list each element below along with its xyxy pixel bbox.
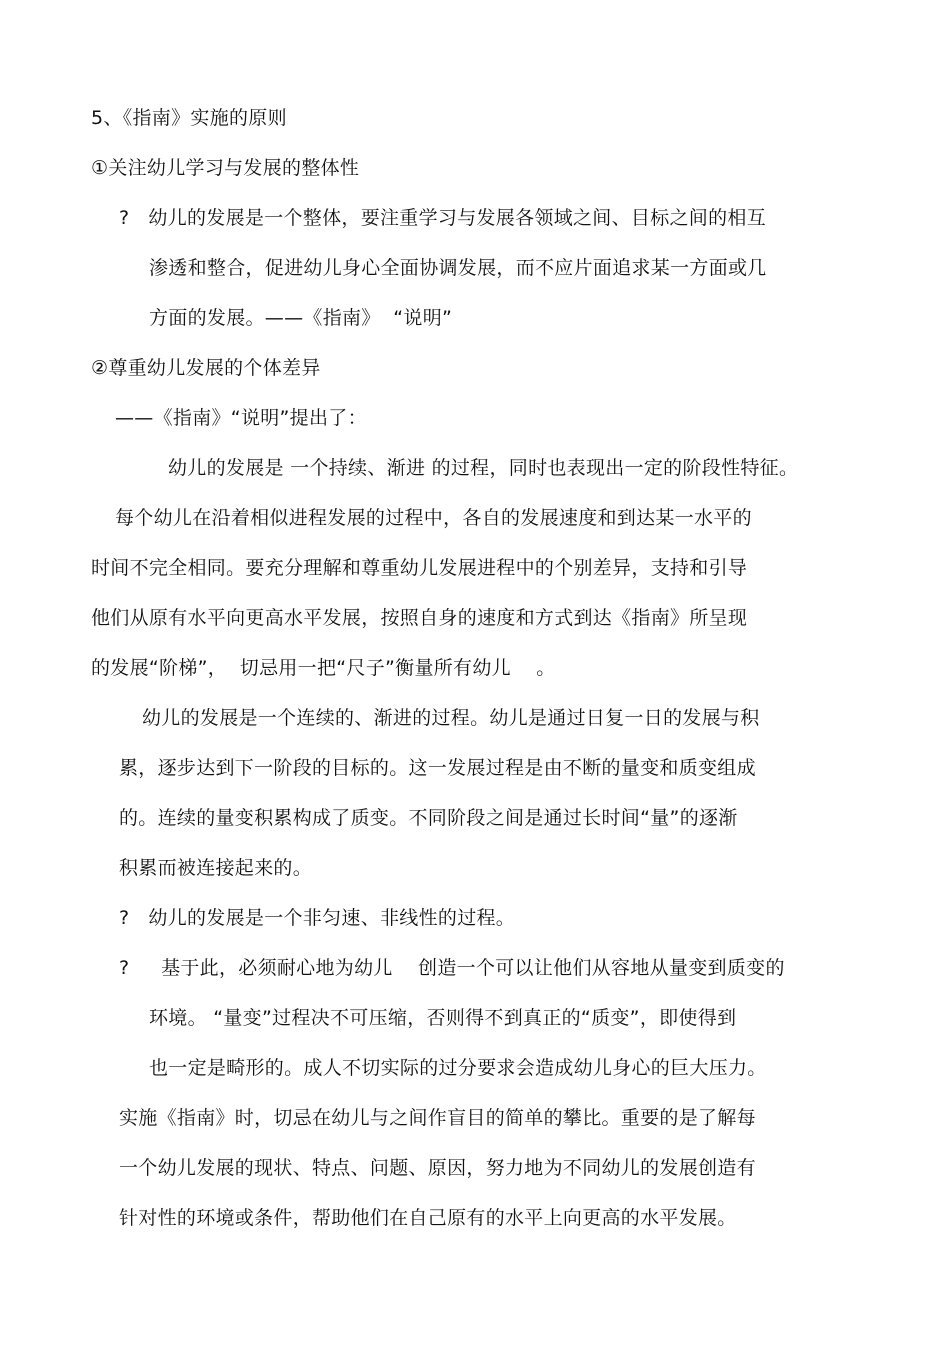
paragraph-line: 一个幼儿发展的现状、特点、问题、原因，努力地为不同幼儿的发展创造有 xyxy=(119,1157,756,1179)
paragraph-line: 积累而被连接起来的。 xyxy=(119,857,313,879)
paragraph-line: 针对性的环境或条件，帮助他们在自己原有的水平上向更高的水平发展。 xyxy=(119,1207,737,1229)
section-heading: 5、《指南》实施的原则 xyxy=(91,107,287,129)
paragraph-line: 他们从原有水平向更高水平发展，按照自身的速度和方式到达《指南》所呈现 xyxy=(91,607,748,629)
principle-1-heading: ①关注幼儿学习与发展的整体性 xyxy=(91,157,360,179)
bullet-item-line: 也一定是畸形的。成人不切实际的过分要求会造成幼儿身心的巨大压力。 xyxy=(149,1057,767,1079)
paragraph-line: 累，逐步达到下一阶段的目标的。这一发展过程是由不断的量变和质变组成 xyxy=(119,757,756,779)
paragraph-line: 实施《指南》时，切忌在幼儿与之间作盲目的简单的攀比。重要的是了解每 xyxy=(119,1107,756,1129)
bullet-item-line: 环境。 “量变”过程决不可压缩，否则得不到真正的“质变”，即使得到 xyxy=(149,1007,737,1029)
bullet-item: ? 幼儿的发展是一个非匀速、非线性的过程。 xyxy=(119,907,516,929)
bullet-paragraph-line: ? 幼儿的发展是一个整体，要注重学习与发展各领域之间、目标之间的相互 xyxy=(119,207,767,229)
bullet-paragraph-line: 渗透和整合，促进幼儿身心全面协调发展，而不应片面追求某一方面或几 xyxy=(149,257,767,279)
paragraph-line: 的发展“阶梯”， 切忌用一把“尺子”衡量所有幼儿 。 xyxy=(91,657,556,679)
paragraph-line: 幼儿的发展是一个连续的、渐进的过程。幼儿是通过日复一日的发展与积 xyxy=(142,707,760,729)
bullet-paragraph-line: 方面的发展。——《指南》 “说明” xyxy=(149,307,453,329)
paragraph-line: 时间不完全相同。要充分理解和尊重幼儿发展进程中的个别差异，支持和引导 xyxy=(91,557,748,579)
paragraph-line: 幼儿的发展是 一个持续、渐进 的过程，同时也表现出一定的阶段性特征。 xyxy=(168,457,799,479)
bullet-item: ? 基于此，必须耐心地为幼儿 创造一个可以让他们从容地从量变到质变的 xyxy=(119,957,785,979)
principle-2-heading: ②尊重幼儿发展的个体差异 xyxy=(91,357,321,379)
quote-source-line: ——《指南》“说明”提出了： xyxy=(115,407,367,429)
paragraph-line: 的。连续的量变积累构成了质变。不同阶段之间是通过长时间“量”的逐渐 xyxy=(119,807,738,829)
paragraph-line: 每个幼儿在沿着相似进程发展的过程中，各自的发展速度和到达某一水平的 xyxy=(115,507,752,529)
